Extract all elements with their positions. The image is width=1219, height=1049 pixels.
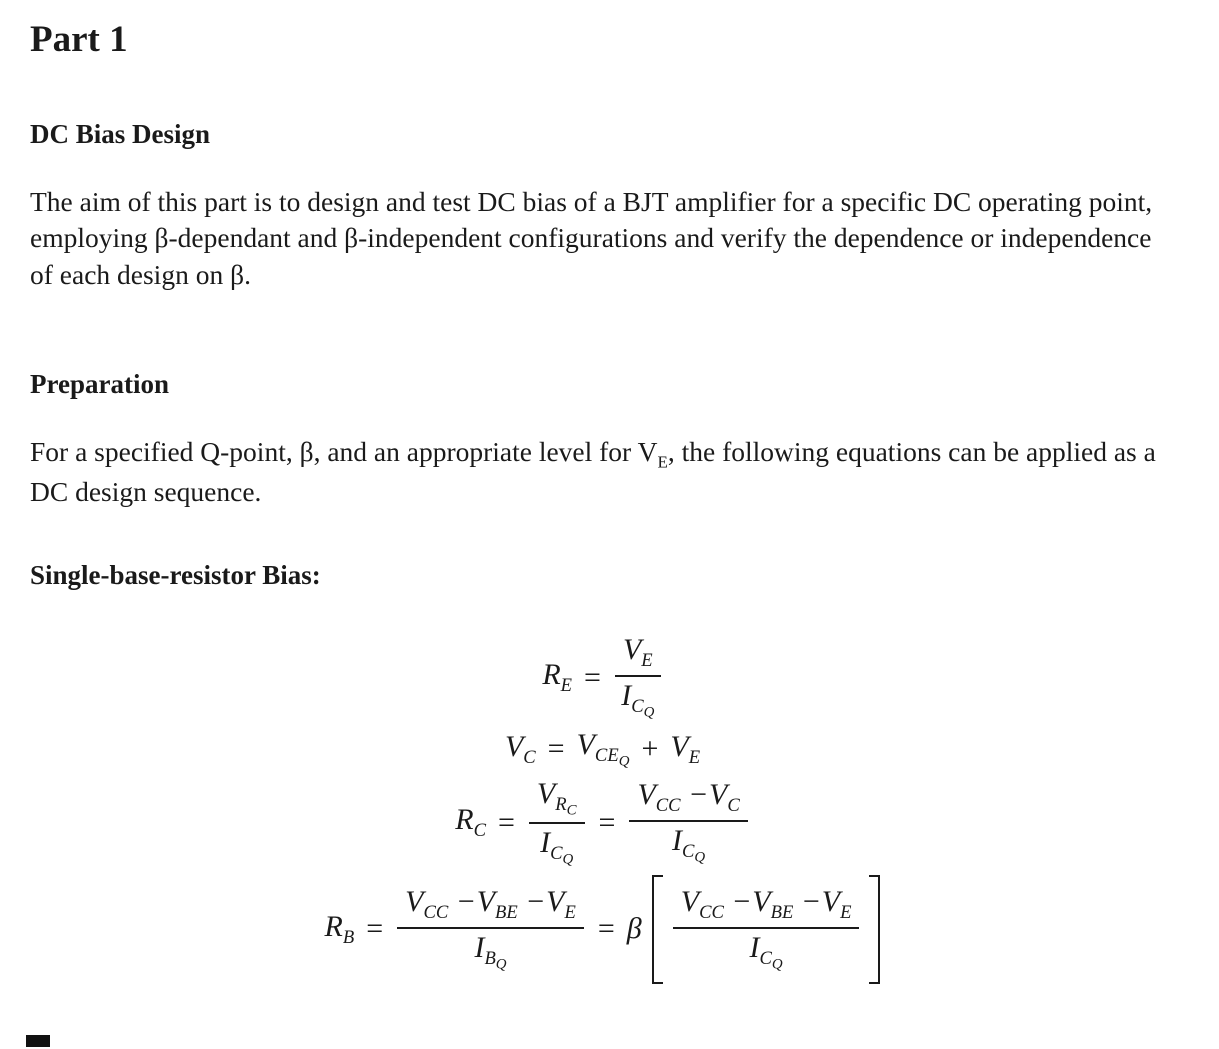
equation-vc [30,728,1175,771]
subscript: Q [562,852,574,869]
paragraph-text: For a specified Q-point, β, and an appropriate level for V [30,435,658,467]
paragraph-aim: The aim of this part is to design and test DC bias of a BJT amplifier for a specific DC operating point, employing β-dependant and β-independent configurations and verify the dependence or independence of each design on β. [30,186,1153,290]
right-bracket [869,875,880,984]
heading-preparation: Preparation [30,368,169,399]
paragraph-text: , the following equations can be applied as a DC design sequence. [30,435,1156,507]
operator: = [584,660,601,694]
subscript: CQ [759,948,783,973]
numerator: $V_{CC} -V_{BE} -V_E$ [397,885,584,929]
subscript: CEQ [594,744,630,770]
paragraph-preparation [30,434,1175,510]
operator: − [690,778,707,812]
fraction [615,633,661,722]
variable: $R_B$ [324,909,355,948]
equation-rb [30,875,1175,984]
scan-artifact [26,1035,50,1047]
subscript: CQ [631,696,655,721]
subscript: C [727,795,740,817]
subscript: CQ [682,841,706,867]
subscript: Q [495,956,507,973]
equation-block [30,633,1175,984]
numerator: $V_{CC} -V_C$ [629,778,747,822]
operator: = [366,912,384,946]
fraction [529,777,585,869]
numerator: $V_{CC} -V_{BE} -V_E$ [673,885,860,929]
subscript: CC [655,795,681,817]
operator: = [597,912,615,946]
subscript: E [564,902,576,924]
subscript: E [657,452,668,472]
variable: $V_{CE_Q}$ [576,727,630,770]
equation-rc [30,777,1175,869]
denominator: $I_{B_Q}$ [474,931,507,973]
subscript: CC [423,902,449,924]
heading-dc-bias-design: DC Bias Design [30,119,211,149]
beta-symbol: β [626,912,642,946]
denominator: $I_{C_Q}$ [749,931,783,973]
subscript: CC [699,902,724,924]
variable: $R_C$ [455,803,486,842]
fraction [669,875,864,984]
subscript: BE [495,902,518,924]
subscript: E [840,902,852,924]
operator: − [802,885,820,919]
fraction [397,885,584,974]
page-title: Part 1 [30,19,128,60]
heading-single-base-resistor: Single-base-resistor Bias: [30,560,321,591]
fraction [629,778,747,867]
subscript: BE [770,902,794,924]
equation-re [30,633,1175,722]
variable: $R_E$ [542,658,573,697]
subscript: Q [771,956,783,973]
subscript: B [342,926,355,948]
subscript: Q [618,753,630,770]
variable: $V_C$ [504,729,536,768]
operator: − [733,885,751,919]
subscript: C [523,746,536,768]
operator: − [527,885,545,919]
subscript: CQ [550,843,574,869]
subscript: C [473,820,486,842]
subscript: E [641,650,653,672]
operator: = [547,732,565,766]
operator: = [598,805,616,839]
operator: − [457,885,475,919]
left-bracket [652,875,663,984]
subscript: Q [694,850,706,867]
subscript: BQ [484,948,507,973]
denominator: $I_{C_Q}$ [672,824,706,867]
variable: $V_E$ [670,729,701,768]
operator: = [497,805,515,839]
subscript: RC [555,793,577,819]
numerator: $V_{R_C}$ [529,777,585,825]
subscript: C [566,802,577,819]
numerator: $V_E$ [615,633,661,677]
subscript: E [688,746,701,768]
operator: + [641,732,659,766]
subscript: Q [643,704,655,721]
subscript: E [560,675,573,697]
denominator: $I_{C_Q}$ [540,826,574,869]
bracketed-group [652,875,881,984]
denominator: $I_{C_Q}$ [621,679,655,721]
